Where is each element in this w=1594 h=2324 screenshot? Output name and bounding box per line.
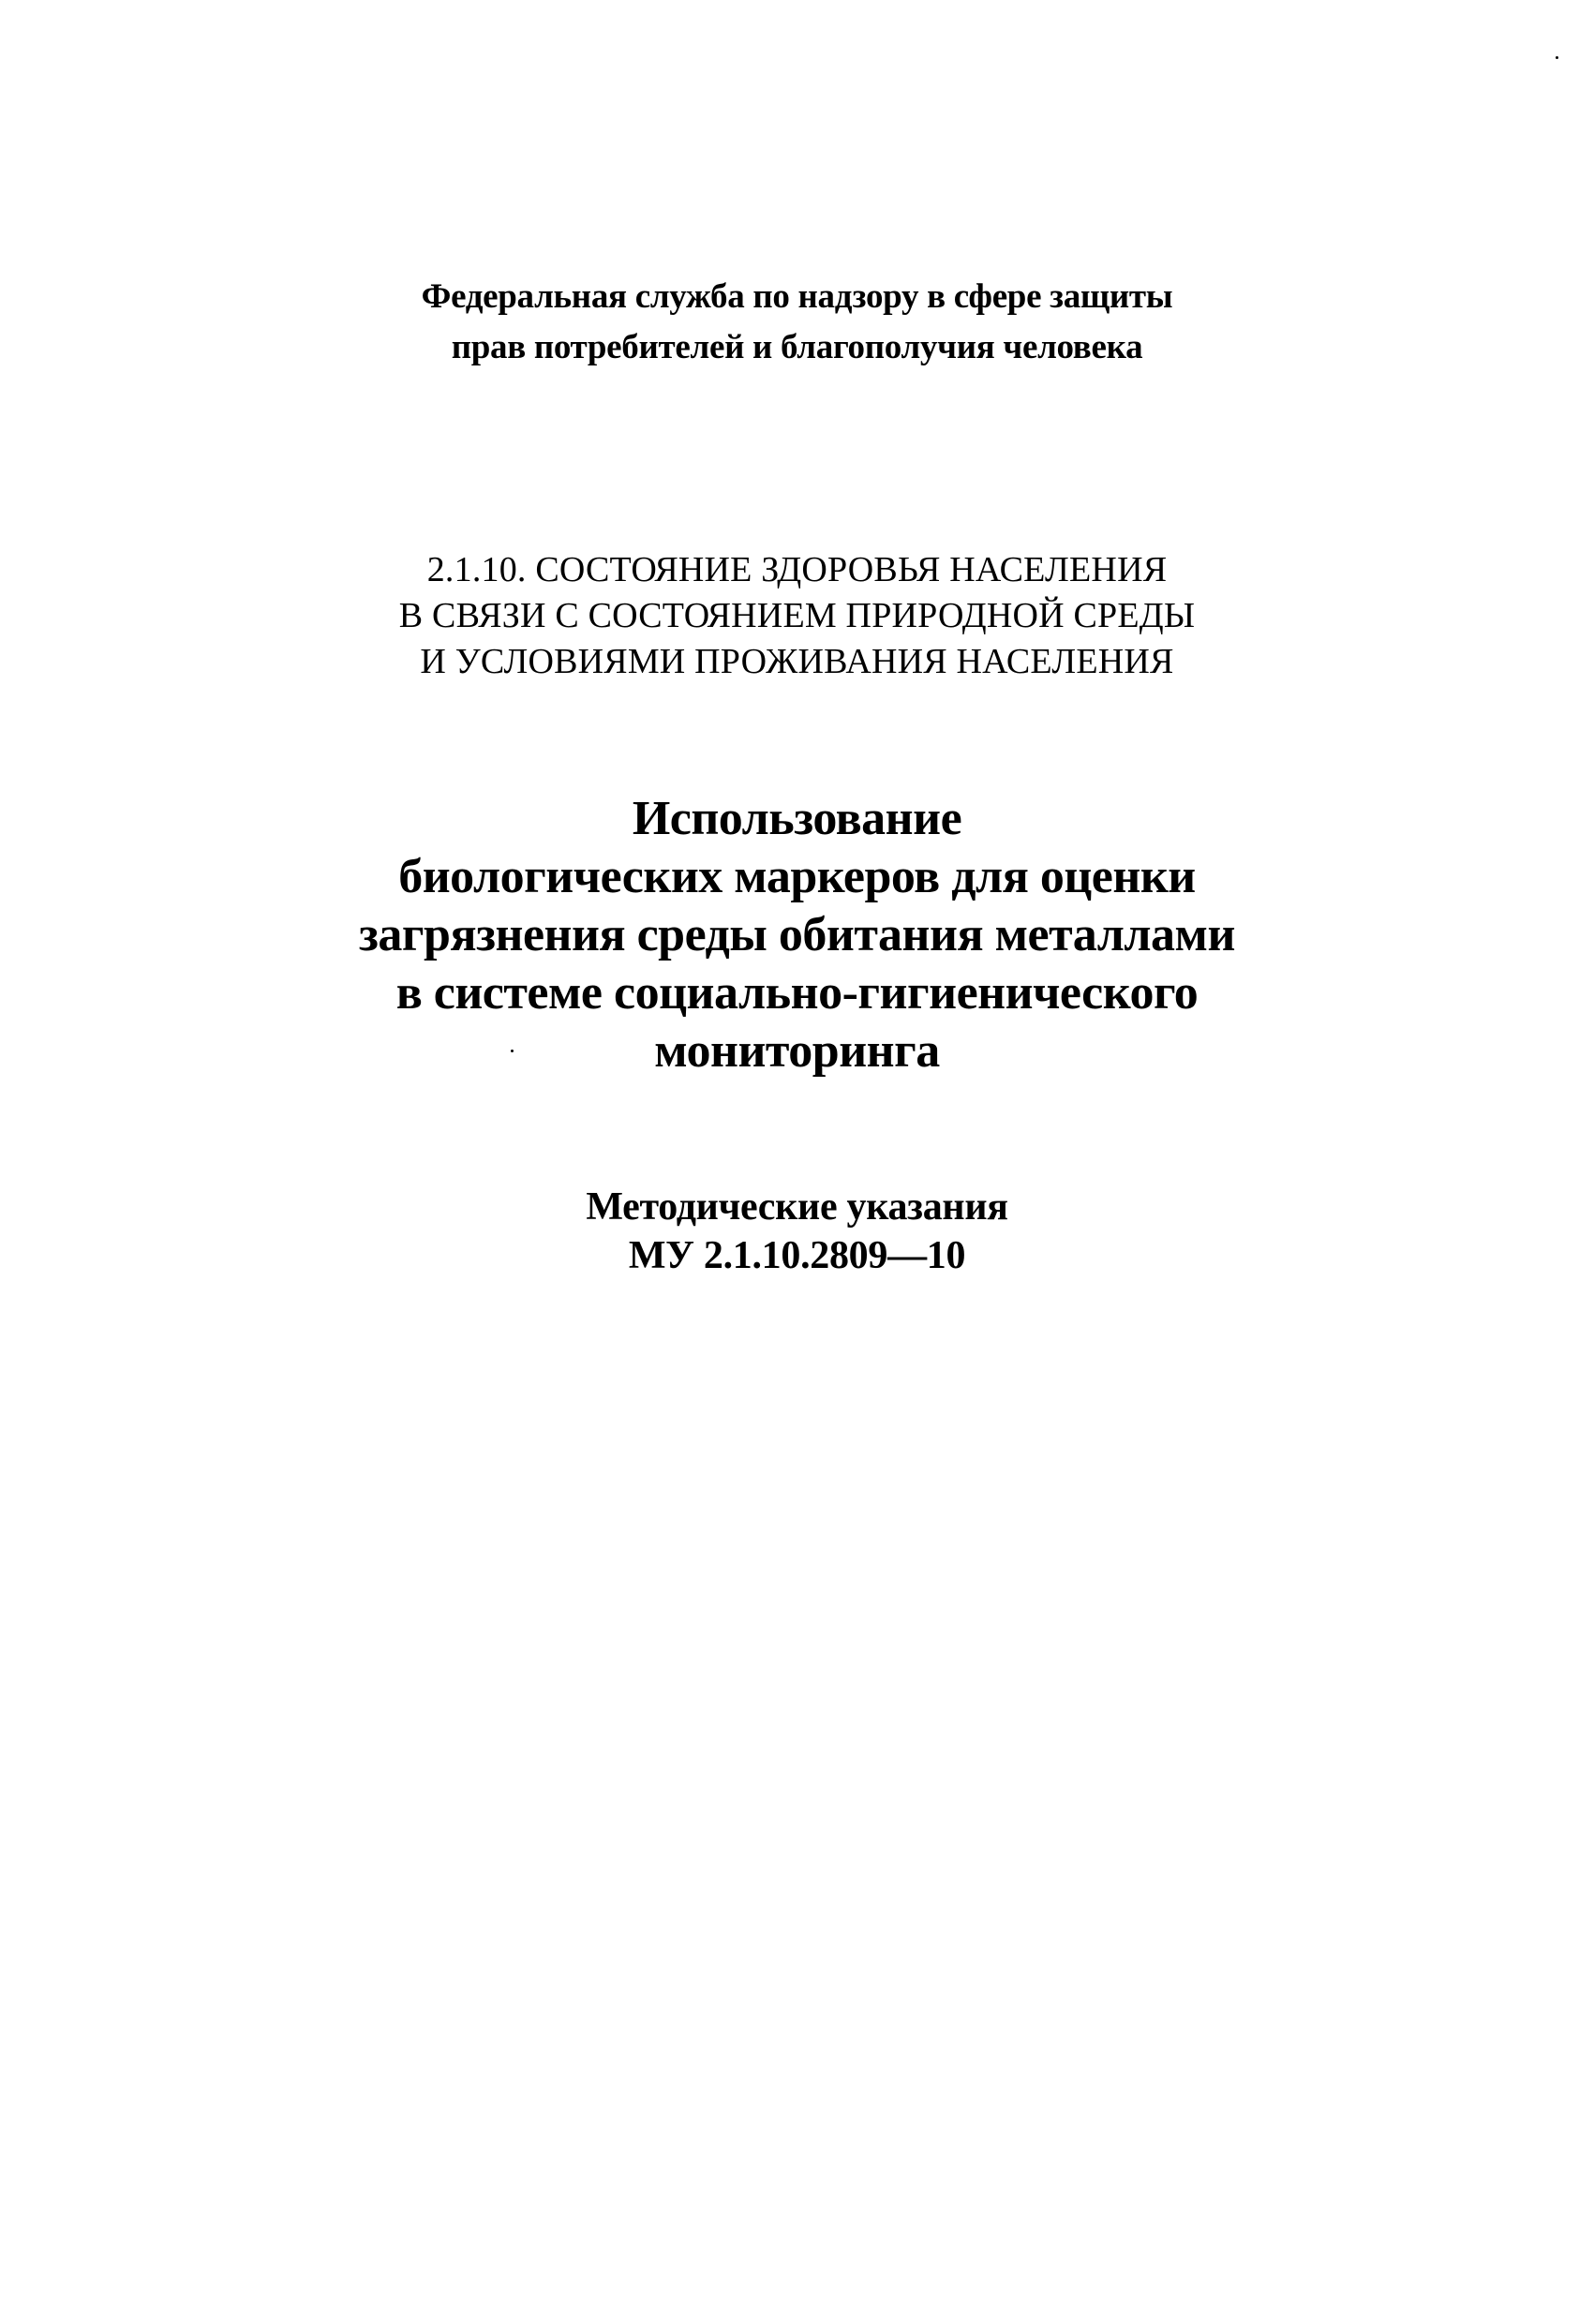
document-title	[0, 790, 1594, 1080]
title-line-1: Использование	[632, 792, 962, 845]
section-line-3: И УСЛОВИЯМИ ПРОЖИВАНИЯ НАСЕЛЕНИЯ	[420, 642, 1174, 681]
title-line-2: биологических маркеров для оценки	[398, 850, 1196, 903]
agency-line-1: Федеральная служба по надзору в сфере защиты	[421, 277, 1173, 316]
section-heading	[0, 547, 1594, 685]
document-code: МУ 2.1.10.2809—10	[628, 1234, 966, 1277]
document-type	[0, 1183, 1594, 1280]
title-line-5: мониторинга	[654, 1024, 940, 1078]
document-type-label: Методические указания	[586, 1185, 1008, 1229]
section-line-1: 2.1.10. СОСТОЯНИЕ ЗДОРОВЬЯ НАСЕЛЕНИЯ	[426, 550, 1168, 589]
title-line-3: загрязнения среды обитания металлами	[359, 908, 1235, 961]
scan-speck	[511, 1050, 514, 1052]
agency-line-2: прав потребителей и благополучия человека	[451, 328, 1143, 366]
agency-heading	[0, 272, 1594, 373]
scan-speck	[1556, 56, 1558, 59]
title-line-4: в системе социально-гигиенического	[395, 966, 1199, 1020]
section-line-2: В СВЯЗИ С СОСТОЯНИЕМ ПРИРОДНОЙ СРЕДЫ	[398, 596, 1196, 635]
